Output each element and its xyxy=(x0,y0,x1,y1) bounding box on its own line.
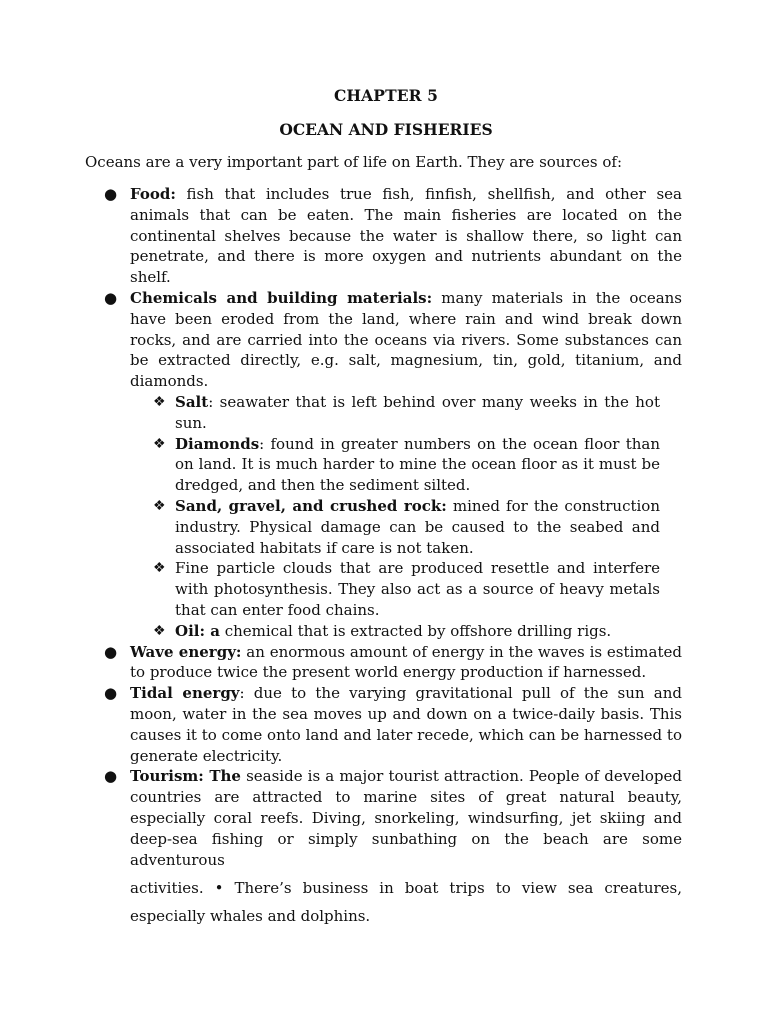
chapter-heading: CHAPTER 5 xyxy=(334,86,438,105)
page-title: OCEAN AND FISHERIES xyxy=(279,120,493,139)
item-text: : found in greater numbers on the ocean floor than on land. It is much harder to mine the ocean floor as it must be dredged, and then the sediment silted. xyxy=(175,434,660,495)
bullet-icon: ● xyxy=(104,767,118,786)
sub-item-particles xyxy=(0,558,660,620)
item-text: Fine particle clouds that are produced resettle and interfere with photosynthesis. They also act as a source of heavy metals that can enter food chains. xyxy=(175,559,660,619)
list-item-tidal-energy xyxy=(0,683,682,766)
bullet-icon: ● xyxy=(104,642,118,661)
item-term: Chemicals and building materials: xyxy=(130,288,433,307)
item-text: chemical that is extracted by offshore drilling rigs. xyxy=(219,621,612,640)
item-text: seaside is a major tourist attraction. People of developed countries are attracted to marine sites of great natural beauty, especially coral reefs. Diving, snorkeling, windsurfing, jet skiing and deep-sea fishing or simply sunbathing on the beach are some adventurous xyxy=(130,767,683,869)
bullet-icon: ● xyxy=(104,185,118,203)
item-term: Wave energy: xyxy=(130,642,242,661)
item-term: Food: xyxy=(130,185,176,203)
sub-item-salt xyxy=(0,392,660,434)
item-text: : due to the varying gravitational pull of the sun and moon, water in the sea moves up and down on a twice-daily basis. This causes it to come onto land and later recede, which can be harnessed to generate electricity. xyxy=(130,684,682,765)
sub-item-oil xyxy=(0,621,660,642)
sub-item-diamonds xyxy=(0,434,660,496)
diamond-bullet-icon: ❖ xyxy=(153,497,166,514)
diamond-bullet-icon: ❖ xyxy=(153,393,166,410)
bullet-icon: ● xyxy=(104,288,118,307)
item-text: : seawater that is left behind over many weeks in the hot sun. xyxy=(175,392,660,432)
intro-paragraph: Oceans are a very important part of life on Earth. They are sources of: xyxy=(85,153,623,171)
list-item-chemicals xyxy=(0,288,682,392)
bullet-icon: ● xyxy=(104,684,118,703)
diamond-bullet-icon: ❖ xyxy=(153,435,166,452)
list-item-food xyxy=(0,184,682,288)
item-text: an enormous amount of energy in the waves is estimated to produce twice the present world energy production if harnessed. xyxy=(130,642,682,682)
item-text-continued: activities. • There’s business in boat trips to view sea creatures, especially whales and dolphins. xyxy=(130,879,682,926)
item-term: Oil: a xyxy=(175,621,220,640)
item-term: Sand, gravel, and crushed rock: xyxy=(175,496,447,515)
item-text: mined for the construction industry. Physical damage can be caused to the seabed and associated habitats if care is not taken. xyxy=(175,496,660,557)
item-term: Tourism: The xyxy=(130,767,241,786)
item-term: Salt xyxy=(175,392,209,411)
diamond-bullet-icon: ❖ xyxy=(153,622,166,639)
list-item-tourism xyxy=(0,766,682,930)
sub-item-sand xyxy=(0,496,660,558)
item-text: fish that includes true fish, finfish, shellfish, and other sea animals that can be eaten. The main fisheries are located on the continental shelves because the water is shallow there, so light can penetrate, and there is more oxygen and nutrients abundant on the shelf. xyxy=(130,185,682,287)
sources-list xyxy=(0,184,768,930)
item-term: Diamonds xyxy=(175,434,260,453)
item-term: Tidal energy xyxy=(130,684,240,703)
diamond-bullet-icon: ❖ xyxy=(153,560,166,577)
item-text: many materials in the oceans have been eroded from the land, where rain and wind break down rocks, and are carried into the oceans via rivers. Some substances can be extracted directly, e.g. salt, magnesium, tin, gold, titanium, and diamonds. xyxy=(130,288,682,391)
list-item-wave-energy xyxy=(0,642,682,684)
